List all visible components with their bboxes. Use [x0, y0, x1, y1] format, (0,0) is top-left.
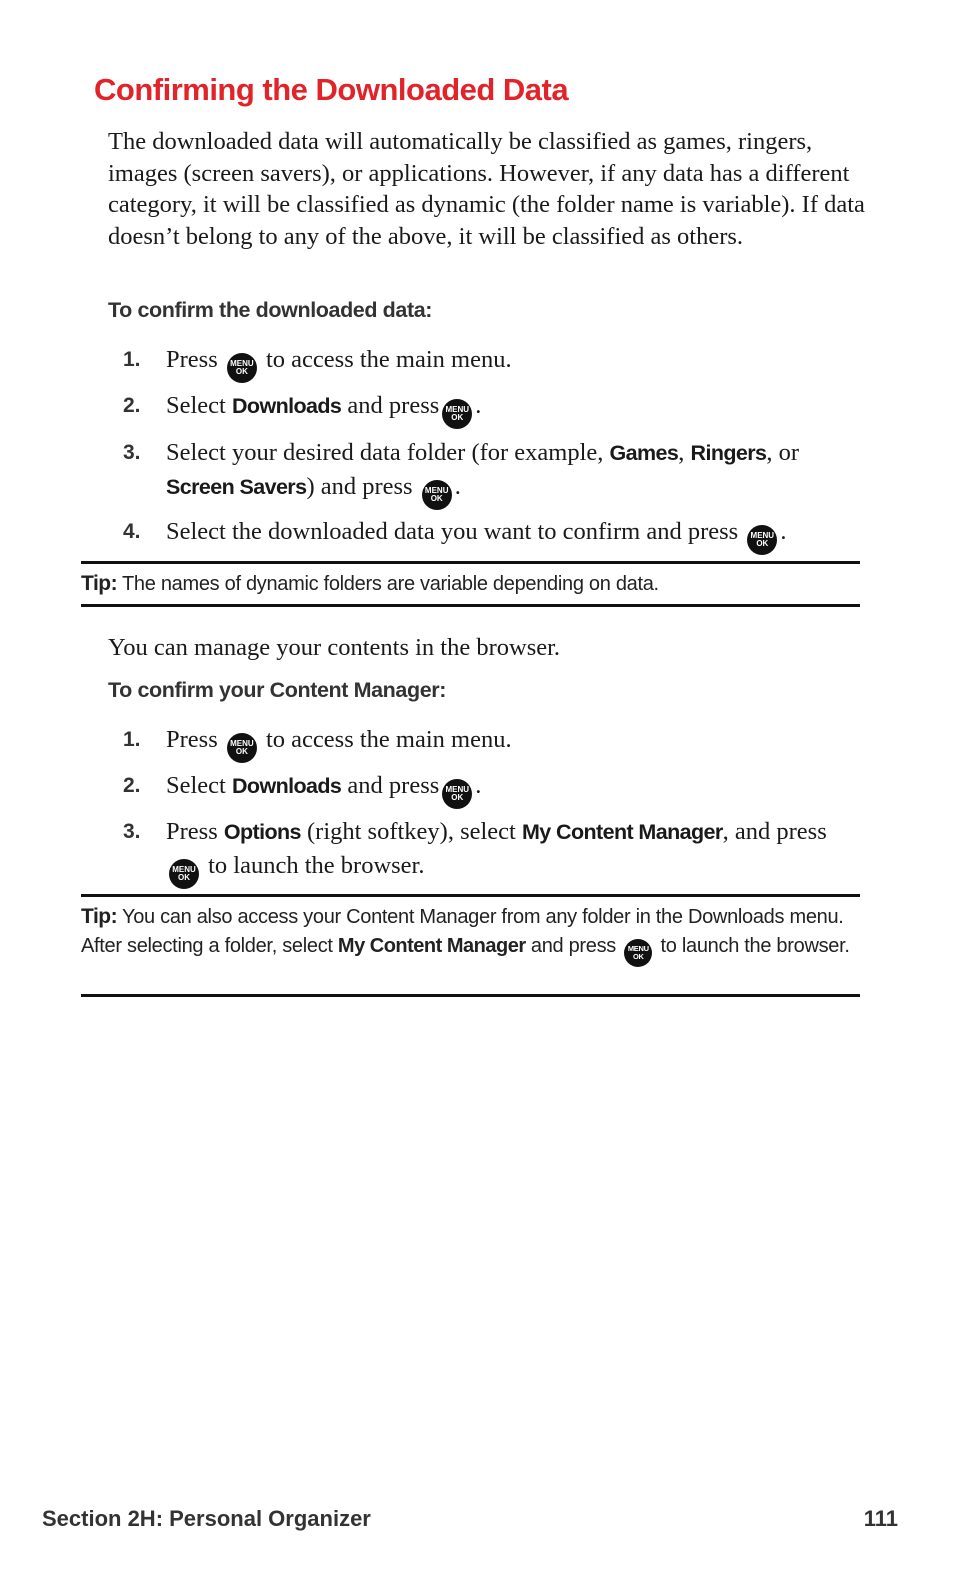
tip-box	[81, 561, 860, 607]
options-keyword: Options	[223, 820, 301, 844]
step-text: and press	[347, 772, 440, 799]
menu-ok-key-icon: MENU OK	[227, 733, 257, 763]
tip-box	[81, 894, 860, 997]
footer-section-title: Section 2H: Personal Organizer	[42, 1506, 371, 1531]
step-text: Select the downloaded data you want to confirm and press	[166, 518, 739, 545]
step-text: Select your desired data folder (for example,	[166, 439, 604, 466]
step-number: 2.	[123, 394, 141, 417]
step-text: Press	[166, 818, 218, 845]
my-content-manager-keyword: My Content Manager	[337, 935, 526, 957]
section1-step-4: 4. Select the downloaded data you want to confirm and press MENU OK .	[108, 515, 868, 555]
section2-step-2: 2. Select Downloads and press MENU OK .	[108, 769, 868, 809]
section2-step-3: 3. Press Options (right softkey), select My Content Manager, and press MENU OK to launch the browser.	[108, 815, 868, 889]
step-text: Press	[166, 726, 218, 753]
step-number: 3.	[123, 820, 141, 843]
step-text: to launch the browser.	[208, 852, 425, 879]
step-number: 4.	[123, 520, 141, 543]
downloads-keyword: Downloads	[232, 774, 342, 798]
section1-step-2: 2. Select Downloads and press MENU OK .	[108, 389, 868, 429]
page-title: Confirming the Downloaded Data	[94, 72, 569, 107]
step-text: Press	[166, 346, 218, 373]
step-text: Select	[166, 392, 226, 419]
step-number: 1.	[123, 348, 141, 371]
page-footer	[42, 1506, 898, 1536]
tip-text: You can also access your Content Manager from any folder in the Downloads menu. After selecting a folder, select	[81, 906, 844, 957]
menu-ok-key-icon: MENU OK	[747, 525, 777, 555]
my-content-manager-keyword: My Content Manager	[522, 820, 723, 844]
step-number: 3.	[123, 441, 141, 464]
tip-label: Tip:	[81, 572, 118, 595]
step-text: and press	[347, 392, 440, 419]
page-number: 111	[863, 1506, 898, 1531]
step-text: to access the main menu.	[265, 346, 512, 373]
tip-text: The names of dynamic folders are variable depending on data.	[122, 573, 659, 595]
menu-ok-key-icon: MENU OK	[227, 353, 257, 383]
menu-ok-key-icon: MENU OK	[624, 939, 652, 967]
menu-ok-key-icon: MENU OK	[169, 859, 199, 889]
menu-ok-key-icon: MENU OK	[442, 779, 472, 809]
menu-ok-key-icon: MENU OK	[442, 399, 472, 429]
section1-step-1	[108, 343, 868, 383]
step-text: to access the main menu.	[265, 726, 512, 753]
manage-paragraph: You can manage your contents in the browser.	[108, 634, 561, 661]
section2-heading: To confirm your Content Manager:	[108, 678, 446, 702]
games-keyword: Games	[609, 441, 679, 465]
tip-label: Tip:	[81, 905, 118, 928]
step-text: (right softkey), select	[307, 818, 516, 845]
section2-step-1	[108, 723, 868, 763]
menu-ok-key-icon: MENU OK	[422, 480, 452, 510]
intro-paragraph: The downloaded data will automatically be classified as games, ringers, images (screen savers), or applications. However, if any data has a different category, it will be classified as dynamic (the folder name is variable). If data doesn’t belong to any of the above, it will be classified as others.	[108, 128, 865, 250]
ringers-keyword: Ringers	[690, 441, 767, 465]
step-number: 2.	[123, 774, 141, 797]
tip-text: and press	[530, 935, 617, 957]
downloads-keyword: Downloads	[232, 394, 342, 418]
section1-heading: To confirm the downloaded data:	[108, 298, 433, 322]
section1-step-3: 3. Select your desired data folder (for example, Games, Ringers, or Screen Savers) and press MENU OK .	[108, 436, 868, 510]
step-number: 1.	[123, 728, 141, 751]
step-text: Select	[166, 772, 226, 799]
screen-savers-keyword: Screen Savers	[166, 475, 307, 499]
tip-text: to launch the browser.	[660, 935, 850, 957]
